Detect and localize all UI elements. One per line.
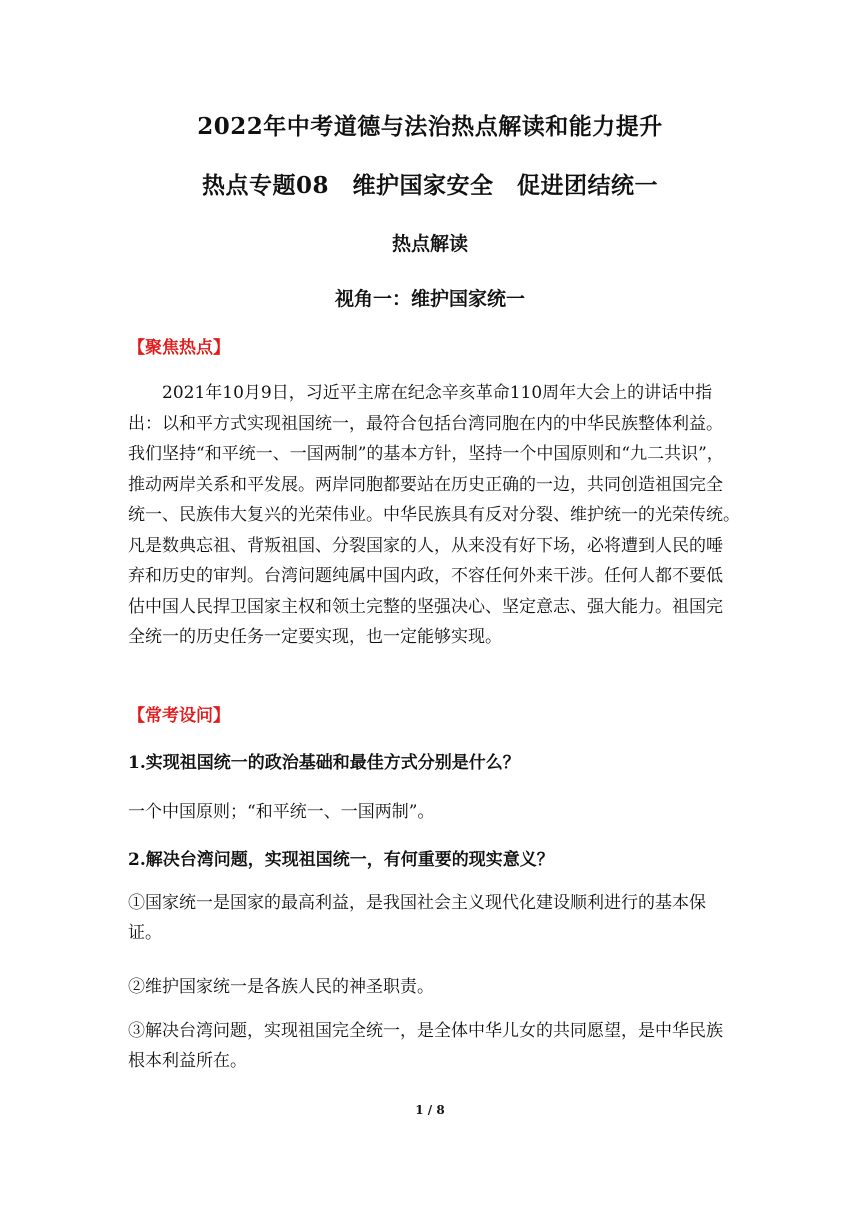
answer-line: 证。 [128, 923, 162, 943]
section-heading: 热点解读 [391, 233, 468, 255]
question-2: 2.解决台湾问题，实现祖国统一，有何重要的现实意义？ [128, 850, 554, 870]
paragraph-line: 凡是数典忘祖、背叛祖国、分裂国家的人，从来没有好下场，必将遭到人民的唾 [128, 535, 723, 556]
questions-label: 【常考设问】 [128, 706, 230, 726]
answer-1: 一个中国原则；“和平统一、一国两制”。 [128, 802, 435, 822]
answer-2-point-2: ②维护国家统一是各族人民的神圣职责。 [128, 977, 434, 997]
answer-2-point-3 [128, 1016, 732, 1076]
paragraph-line: 全统一的历史任务一定要实现，也一定能够实现。 [128, 627, 502, 647]
focus-label: 【聚焦热点】 [128, 338, 230, 358]
page-number: 1 / 8 [415, 1103, 445, 1117]
topic-title: 热点专题08 维护国家安全 促进团结统一 [201, 172, 658, 199]
answer-line: ①国家统一是国家的最高利益，是我国社会主义现代化建设顺利进行的基本保 [128, 893, 706, 913]
answer-2-point-1 [128, 888, 732, 948]
paragraph-line: 弃和历史的审判。台湾问题纯属中国内政，不容任何外来干涉。任何人都不要低 [128, 566, 723, 586]
focus-paragraph [128, 378, 740, 653]
perspective-heading: 视角一：维护国家统一 [334, 288, 525, 310]
document-title: 2022年中考道德与法治热点解读和能力提升 [197, 113, 663, 140]
paragraph-line: 估中国人民捍卫国家主权和领土完整的坚强决心、坚定意志、强大能力。祖国完 [128, 596, 723, 617]
paragraph-line: 统一、民族伟大复兴的光荣伟业。中华民族具有反对分裂、维护统一的光荣传统。 [128, 505, 740, 525]
answer-line: 根本利益所在。 [128, 1051, 247, 1071]
paragraph-line: 2021年10月9日，习近平主席在纪念辛亥革命110周年大会上的讲话中指 [162, 383, 713, 403]
answer-line: ③解决台湾问题，实现祖国完全统一，是全体中华儿女的共同愿望，是中华民族 [128, 1021, 723, 1041]
paragraph-line: 我们坚持“和平统一、一国两制”的基本方针，坚持一个中国原则和“九二共识”， [128, 444, 724, 464]
paragraph-line: 推动两岸关系和平发展。两岸同胞都要站在历史正确的一边，共同创造祖国完全 [128, 474, 723, 495]
paragraph-line: 出：以和平方式实现祖国统一，最符合包括台湾同胞在内的中华民族整体利益。 [128, 413, 723, 434]
question-1: 1.实现祖国统一的政治基础和最佳方式分别是什么？ [128, 753, 520, 773]
